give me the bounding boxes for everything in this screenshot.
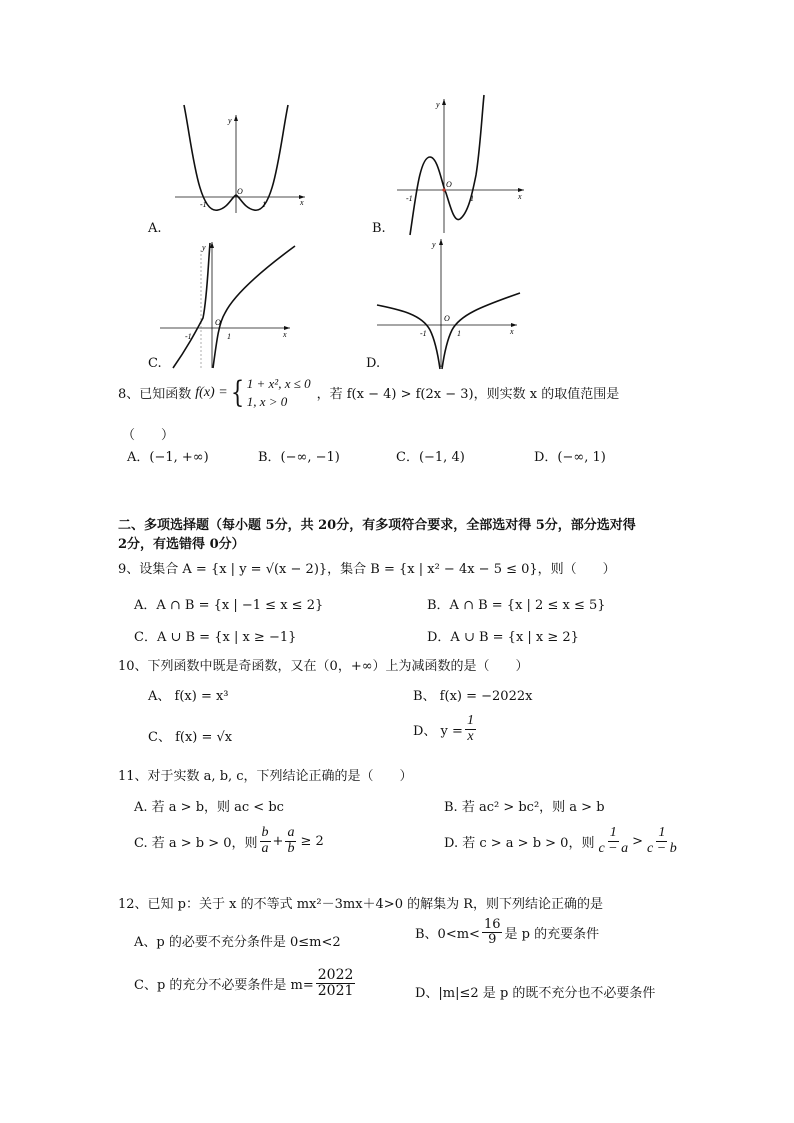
section2-line1: 二、多项选择题（每小题 5分，共 20分，有多项符合要求，全部选对得 5分，部分选对得 bbox=[118, 518, 636, 533]
curve bbox=[410, 95, 484, 235]
q8-cases bbox=[247, 375, 311, 410]
q8-fx: f(x) = bbox=[195, 384, 228, 400]
q12-opt-c-pre: C、p 的充分不必要条件是 m= bbox=[134, 977, 314, 993]
q8-paren: （ ） bbox=[122, 428, 175, 443]
q9-opt-c: C．A ∪ B = {x | x ≥ −1} bbox=[134, 630, 297, 645]
pos1-label: 1 bbox=[262, 200, 266, 209]
q10-opt-d bbox=[413, 714, 478, 744]
q12-opt-b bbox=[415, 918, 599, 946]
pos1-label: 1 bbox=[457, 329, 461, 338]
q10-opt-d-den: x bbox=[467, 728, 474, 744]
q9-stem: 9、设集合 A = {x | y = √(x − 2)}，集合 B = {x | x² − 4x − 5 ≤ 0}，则（ ） bbox=[118, 562, 616, 577]
q11-opt-c-pre: C. 若 a > b > 0，则 bbox=[134, 835, 258, 851]
q8-case1: 1 + x², x ≤ 0 bbox=[246, 376, 311, 391]
q11-opt-c-post: ≥ 2 bbox=[300, 833, 324, 849]
graph-c bbox=[155, 238, 305, 373]
q8-case2: 1, x > 0 bbox=[246, 393, 288, 409]
right-branch bbox=[442, 293, 520, 369]
q11-opt-c-f1n: b bbox=[261, 825, 269, 840]
q12-opt-d: D、|m|≤2 是 p 的既不充分也不必要条件 bbox=[415, 986, 656, 1001]
neg1-label: -1 bbox=[420, 329, 427, 338]
pos1-label: 1 bbox=[227, 332, 231, 341]
q9-opt-a: A．A ∩ B = {x | −1 ≤ x ≤ 2} bbox=[134, 598, 324, 613]
graph-a-label: A. bbox=[148, 221, 162, 236]
q11-opt-c-frac1 bbox=[260, 826, 271, 856]
q8-brace: { bbox=[230, 374, 244, 410]
y-arrow-icon bbox=[234, 115, 238, 121]
q10-opt-d-pre: D、 y = bbox=[413, 723, 463, 739]
q10-stem: 10、下列函数中既是奇函数，又在（0，+∞）上为减函数的是（ ） bbox=[118, 659, 529, 674]
left-branch bbox=[377, 305, 440, 369]
q12-opt-b-num: 16 bbox=[483, 917, 501, 932]
origin-label: O bbox=[444, 314, 450, 323]
origin-label: O bbox=[237, 187, 243, 196]
q12-opt-c-den: 2021 bbox=[317, 982, 354, 999]
x-label: x bbox=[300, 198, 304, 207]
q11-opt-d bbox=[444, 826, 681, 856]
q8-opt-d: D．(−∞, 1) bbox=[534, 450, 606, 465]
q12-opt-b-post: 是 p 的充要条件 bbox=[504, 926, 600, 942]
graph-b bbox=[392, 95, 532, 235]
q11-opt-d-f2n: 1 bbox=[658, 825, 666, 840]
q8-mid: ，若 f(x − 4) > f(2x − 3)，则实数 x 的取值范围是 bbox=[316, 387, 620, 403]
y-label: y bbox=[432, 240, 436, 249]
left-branch bbox=[173, 243, 210, 368]
neg1-label: -1 bbox=[200, 200, 207, 209]
q10-opt-c: C、 f(x) = √x bbox=[148, 730, 233, 745]
q12-opt-c-num: 2022 bbox=[317, 967, 354, 983]
right-branch bbox=[213, 246, 295, 368]
origin-label: O bbox=[215, 318, 221, 327]
q11-opt-d-f1n: 1 bbox=[609, 825, 617, 840]
q8-opt-b: B．(−∞, −1) bbox=[258, 450, 340, 465]
q8-prefix: 8、已知函数 bbox=[118, 387, 192, 403]
graph-b-label: B. bbox=[372, 221, 386, 236]
x-label: x bbox=[510, 327, 514, 336]
q12-opt-a: A、p 的必要不充分条件是 0≤m<2 bbox=[134, 935, 341, 950]
q11-opt-c-f2d: b bbox=[287, 840, 295, 856]
q12-opt-c bbox=[134, 968, 357, 998]
pos1-label: 1 bbox=[470, 194, 474, 203]
q9-opt-d: D．A ∪ B = {x | x ≥ 2} bbox=[427, 630, 579, 645]
q11-opt-c-frac2 bbox=[285, 826, 296, 856]
q11-opt-d-gt: > bbox=[632, 833, 644, 849]
q12-opt-b-frac bbox=[482, 918, 503, 946]
q11-opt-d-frac2 bbox=[645, 826, 679, 856]
q10-opt-b: B、 f(x) = −2022x bbox=[413, 689, 533, 704]
q10-opt-a: A、 f(x) = x³ bbox=[148, 689, 229, 704]
q11-opt-a: A. 若 a > b，则 ac < bc bbox=[134, 800, 284, 815]
q11-opt-c-f2n: a bbox=[287, 825, 295, 840]
q9-opt-b: B．A ∩ B = {x | 2 ≤ x ≤ 5} bbox=[427, 598, 606, 613]
q11-opt-d-f2d: c − b bbox=[647, 840, 677, 856]
graph-a bbox=[170, 105, 310, 215]
q8-opt-a: A．(−1, +∞) bbox=[127, 450, 209, 465]
q11-opt-c-f1d: a bbox=[261, 840, 269, 856]
y-label: y bbox=[436, 100, 440, 109]
q12-stem: 12、已知 p：关于 x 的不等式 mx²－3mx＋4>0 的解集为 R，则下列结论正确的是 bbox=[118, 897, 604, 912]
graph-c-label: C. bbox=[148, 356, 162, 371]
origin-label: O bbox=[446, 180, 452, 189]
q11-opt-c bbox=[134, 826, 324, 856]
q10-opt-d-frac bbox=[465, 714, 476, 744]
q11-opt-c-plus: + bbox=[272, 833, 284, 849]
q11-opt-d-f1d: c − a bbox=[598, 840, 629, 856]
neg1-label: -1 bbox=[406, 194, 413, 203]
graph-d-label: D. bbox=[366, 356, 381, 371]
neg1-label: -1 bbox=[185, 332, 192, 341]
y-label: y bbox=[202, 243, 206, 252]
q12-opt-b-pre: B、0<m< bbox=[415, 926, 480, 942]
section2-line2: 2分，有选错得 0分） bbox=[118, 537, 245, 552]
y-arrow-icon bbox=[442, 99, 446, 105]
q11-opt-d-frac1 bbox=[596, 826, 630, 856]
x-label: x bbox=[518, 192, 522, 201]
q11-opt-b: B. 若 ac² > bc²，则 a > b bbox=[444, 800, 605, 815]
q8-stem bbox=[118, 375, 619, 410]
q12-opt-c-frac bbox=[316, 968, 356, 998]
y-arrow-icon bbox=[439, 239, 443, 245]
q12-opt-b-den: 9 bbox=[488, 931, 497, 947]
y-label: y bbox=[228, 116, 232, 125]
q10-opt-d-num: 1 bbox=[466, 713, 474, 728]
q11-opt-d-pre: D. 若 c > a > b > 0，则 bbox=[444, 835, 595, 851]
q8-opt-c: C．(−1, 4) bbox=[396, 450, 465, 465]
graph-d bbox=[372, 235, 527, 370]
q11-stem: 11、对于实数 a, b, c，下列结论正确的是（ ） bbox=[118, 769, 413, 784]
x-label: x bbox=[283, 330, 287, 339]
